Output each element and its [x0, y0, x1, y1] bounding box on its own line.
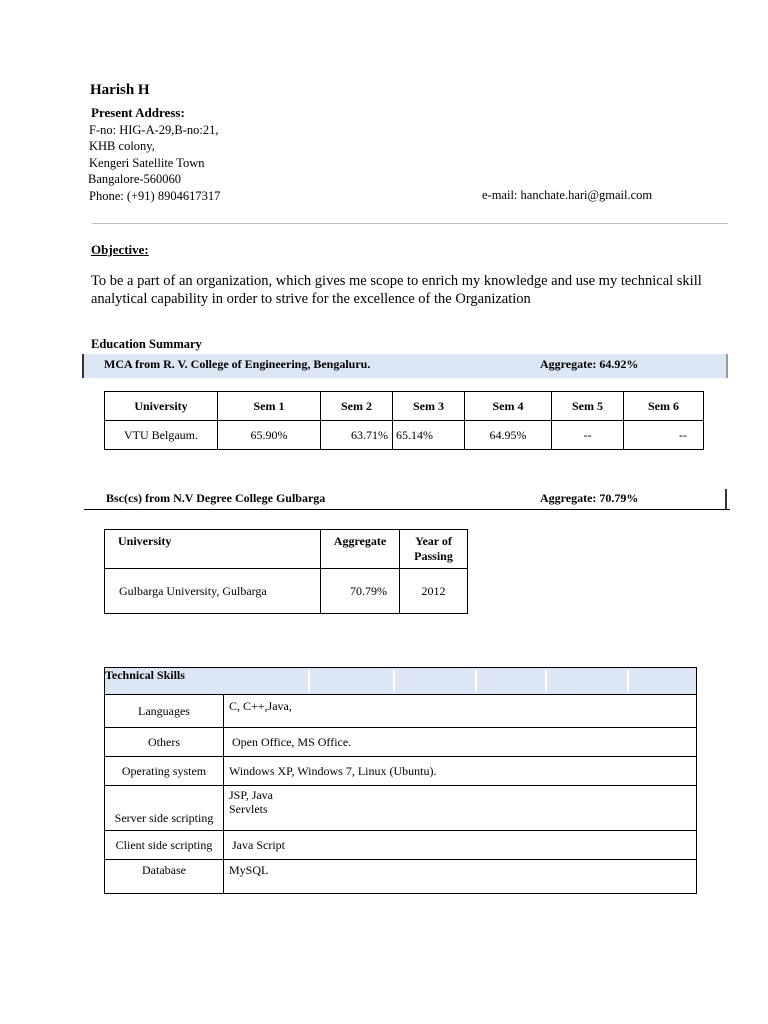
table-header: Sem 3: [393, 392, 465, 421]
band-marker: [545, 670, 547, 692]
divider: [92, 223, 728, 224]
table-row: [105, 860, 697, 894]
skill-value: [224, 786, 697, 831]
mca-table: [104, 391, 704, 450]
skill-label: Server side scripting: [105, 786, 224, 831]
table-cell: 65.90%: [218, 421, 321, 450]
band-marker: [393, 670, 395, 692]
table-row: [105, 831, 697, 860]
address-label: Present Address:: [91, 105, 185, 120]
band-marker: [475, 670, 477, 692]
mca-title: MCA from R. V. College of Engineering, Bengaluru.: [104, 357, 371, 371]
skill-value-line: Servlets: [229, 802, 268, 816]
skills-heading: Technical Skills: [105, 668, 185, 682]
table-header: Year of Passing: [400, 530, 468, 569]
skill-label: Others: [105, 728, 224, 757]
table-row: [105, 757, 697, 786]
skill-value: C, C++,Java,: [224, 695, 697, 728]
table-header: University: [105, 392, 218, 421]
bsc-table: [104, 529, 468, 614]
mca-aggregate: Aggregate: 64.92%: [540, 357, 639, 371]
table-cell: 63.71%: [321, 421, 393, 450]
table-header: Sem 5: [552, 392, 624, 421]
skills-table: [104, 694, 697, 894]
address-line-3: Kengeri Satellite Town: [89, 156, 205, 170]
table-header-row: [105, 530, 468, 569]
table-row: [105, 786, 697, 831]
table-header: Sem 1: [218, 392, 321, 421]
address-line-2: KHB colony,: [89, 139, 155, 153]
skill-value: Open Office, MS Office.: [224, 728, 697, 757]
table-row: [105, 569, 468, 614]
skill-label: Languages: [105, 695, 224, 728]
band-marker: [82, 354, 84, 378]
table-header-row: [105, 392, 704, 421]
divider: [84, 509, 730, 510]
bsc-aggregate: Aggregate: 70.79%: [540, 491, 639, 505]
band-marker: [726, 354, 728, 378]
table-row: [105, 728, 697, 757]
table-cell: VTU Belgaum.: [105, 421, 218, 450]
band-marker: [725, 489, 727, 509]
address-line-1: F-no: HIG-A-29,B-no:21,: [89, 123, 219, 137]
skill-label: Client side scripting: [105, 831, 224, 860]
table-cell: 70.79%: [321, 569, 400, 614]
table-row: [105, 421, 704, 450]
skill-value: MySQL: [224, 860, 697, 894]
candidate-name: Harish H: [90, 82, 150, 98]
table-cell: Gulbarga University, Gulbarga: [105, 569, 321, 614]
skill-value-line: JSP, Java: [229, 788, 274, 802]
skill-value: Java Script: [224, 831, 697, 860]
table-header: Sem 4: [465, 392, 552, 421]
skill-value: Windows XP, Windows 7, Linux (Ubuntu).: [224, 757, 697, 786]
education-heading: Education Summary: [91, 337, 202, 351]
table-cell: 64.95%: [465, 421, 552, 450]
table-header: University: [105, 530, 321, 569]
table-cell: --: [624, 421, 704, 450]
mca-band: [82, 354, 728, 378]
band-marker: [627, 670, 629, 692]
band-marker: [308, 670, 310, 692]
skill-label: Operating system: [105, 757, 224, 786]
table-header: Sem 6: [624, 392, 704, 421]
email: e-mail: hanchate.hari@gmail.com: [482, 188, 653, 202]
bsc-band: [84, 489, 728, 509]
address-line-4: Bangalore-560060: [88, 172, 182, 186]
bsc-title: Bsc(cs) from N.V Degree College Gulbarga: [106, 491, 326, 505]
table-header: Sem 2: [321, 392, 393, 421]
objective-heading: Objective:: [91, 242, 149, 257]
table-row: [105, 695, 697, 728]
table-cell: --: [552, 421, 624, 450]
skills-header: [104, 667, 697, 695]
skill-label: Database: [105, 860, 224, 894]
phone: Phone: (+91) 8904617317: [89, 189, 221, 203]
table-cell: 2012: [400, 569, 468, 614]
table-header: Aggregate: [321, 530, 400, 569]
objective-text: To be a part of an organization, which gives me scope to enrich my knowledge and use my technical skill analytical capability in order to strive for the excellence of the Organization: [91, 273, 702, 307]
table-cell: 65.14%: [393, 421, 465, 450]
